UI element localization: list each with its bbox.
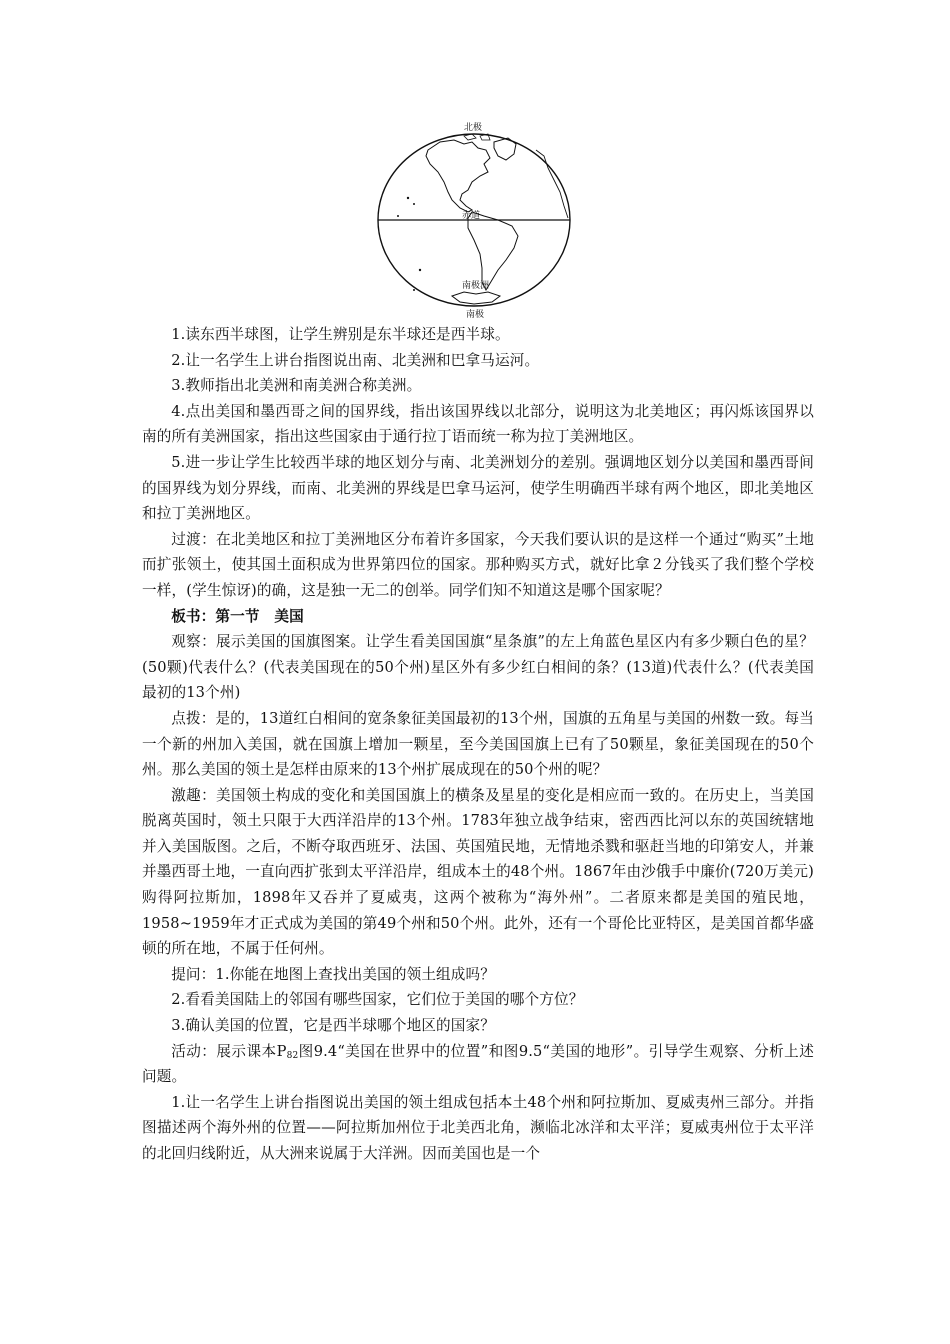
paragraph-2: 2.让一名学生上讲台指图说出南、北美洲和巴拿马运河。 xyxy=(171,351,540,369)
activity-page-sub: 82 xyxy=(286,1050,299,1061)
paragraph-activity xyxy=(142,1039,814,1090)
south-america-shape xyxy=(468,212,518,290)
board-heading: 板书：第一节 美国 xyxy=(171,607,304,625)
western-hemisphere-map xyxy=(368,120,580,320)
label-equator: 赤道 xyxy=(462,211,481,221)
paragraph-5: 5.进一步让学生比较西半球的地区划分与南、北美洲划分的差别。强调地区划分以美国和墨西哥间的国界线为划分界线，而南、北美洲的界线是巴拿马运河，使学生明确西半球有两个地区，即北美地区和拉丁美洲地区。 xyxy=(142,453,814,523)
label-north-pole: 北极 xyxy=(464,123,483,133)
paragraph-4: 4.点出美国和墨西哥之间的国界线，指出该国界线以北部分，说明这为北美地区；再闪烁该国界以南的所有美洲国家，指出这些国家由于通行拉丁语而统一称为拉丁美洲地区。 xyxy=(142,402,814,446)
question-1: 提问：1.你能在地图上查找出美国的领土组成吗？ xyxy=(171,965,496,983)
europe-africa-edge xyxy=(536,150,568,218)
paragraph-transition: 过渡：在北美地区和拉丁美洲地区分布着许多国家，今天我们要认识的是这样一个通过“购买”土地而扩张领土，使其国土面积成为世界第四位的国家。那种购买方式，就好比拿２分钱买了我们整个学校一样，(学生惊讶)的确，这是独一无二的创举。同学们知不知道这是哪个国家呢？ xyxy=(142,530,814,599)
north-america-shape xyxy=(426,140,490,212)
paragraph-observe: 观察：展示美国的国旗图案。让学生看美国国旗“星条旗”的左上角蓝色星区内有多少颗白色的星？(50颗)代表什么？(代表美国现在的50个州)星区外有多少红白相间的条？(13道)代表什么？(代表美国最初的13个州) xyxy=(142,633,814,702)
label-south-pole: 南极 xyxy=(466,310,485,320)
hemisphere-figure xyxy=(368,120,580,320)
question-3: 3.确认美国的位置，它是西半球哪个地区的国家？ xyxy=(171,1017,496,1035)
question-2: 2.看看美国陆上的邻国有哪些国家，它们位于美国的哪个方位？ xyxy=(171,991,584,1009)
label-antarctica: 南极洲 xyxy=(462,281,490,291)
paragraph-1: 1.读东西半球图，让学生辨别是东半球还是西半球。 xyxy=(171,326,510,343)
lesson-text xyxy=(142,322,814,1167)
paragraph-interest: 激趣：美国领土构成的变化和美国国旗上的横条及星星的变化是相应而一致的。在历史上，当美国脱离英国时，领土只限于大西洋沿岸的13个州。1783年独立战争结束，密西西比河以东的英国统辖地并入美国版图。之后，不断夺取西班牙、法国、英国殖民地，无情地杀戮和驱赶当地的印第安人，并兼并墨西哥土地，一直向西扩张到太平洋沿岸，组成本土的48个州。1867年由沙俄手中廉价(720万美元)购得阿拉斯加，1898年又吞并了夏威夷，这两个被称为“海外州”。二者原来都是美国的殖民地，1958~1959年才正式成为美国的第49个州和50个州。此外，还有一个哥伦比亚特区，是美国首都华盛顿的所在地，不属于任何州。 xyxy=(142,786,814,958)
paragraph-territory: 1.让一名学生上讲台指图说出美国的领土组成包括本土48个州和阿拉斯加、夏威夷州三部分。并指图描述两个海外州的位置——阿拉斯加州位于北美西北角，濒临北冰洋和太平洋；夏威夷州位于太平洋的北回归线附近，从大洲来说属于大洋洲。因而美国也是一个 xyxy=(142,1093,814,1162)
greenland-shape xyxy=(494,138,516,160)
antarctica-shape xyxy=(452,292,500,304)
activity-before: 活动：展示课本P xyxy=(171,1042,287,1060)
paragraph-guide: 点拨：是的，13道红白相间的宽条象征美国最初的13个州，国旗的五角星与美国的州数一致。每当一个新的州加入美国，就在国旗上增加一颗星，至今美国国旗上已有了50颗星，象征美国现在的50个州。那么美国的领土是怎样由原来的13个州扩展成现在的50个州的呢？ xyxy=(142,709,814,779)
paragraph-3: 3.教师指出北美洲和南美洲合称美洲。 xyxy=(171,377,422,395)
activity-after: 图9.4“美国在世界中的位置”和图9.5“美国的地形”。引导学生观察、分析上述问题。 xyxy=(142,1042,814,1086)
